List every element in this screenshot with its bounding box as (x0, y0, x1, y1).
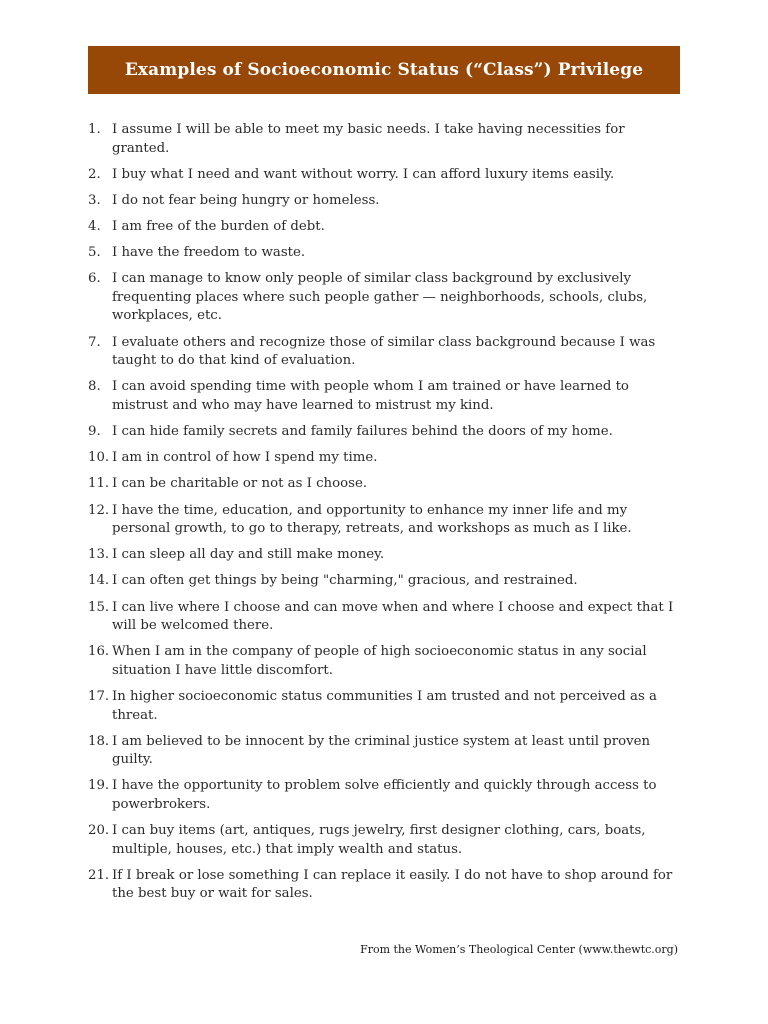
list-item (88, 192, 680, 211)
item-text: I can hide family secrets and family failures behind the doors of my home. (112, 424, 613, 439)
page-title: Examples of Socioeconomic Status (“Class”) Privilege (124, 60, 644, 80)
item-text: I assume I will be able to meet my basic needs. I take having necessities for granted. (112, 122, 625, 156)
item-number: 15. (88, 599, 110, 615)
item-number: 11. (88, 476, 110, 492)
list-item (88, 502, 680, 539)
item-text: I have the freedom to waste. (112, 245, 306, 261)
item-number: 17. (88, 689, 110, 704)
item-text: I evaluate others and recognize those of similar class background because I was taught to do that kind of evaluation. (112, 334, 656, 369)
list-item (88, 449, 680, 468)
item-number: 9. (88, 424, 101, 439)
item-number: 1. (88, 122, 101, 137)
list-item (88, 475, 680, 494)
list-item (88, 599, 680, 636)
item-text: I can often get things by being "charming," gracious, and restrained. (112, 573, 578, 589)
source-credit: From the Women’s Theological Center (www.thewtc.org) (360, 943, 678, 956)
item-text: I can be charitable or not as I choose. (112, 476, 368, 492)
list-item (88, 733, 680, 770)
item-number: 7. (88, 334, 101, 350)
list-item (88, 378, 680, 415)
list-item (88, 822, 680, 859)
item-text: I am free of the burden of debt. (112, 219, 325, 235)
title-banner (88, 46, 680, 94)
list-item (88, 244, 680, 263)
item-number: 6. (88, 271, 101, 287)
item-text: I do not fear being hungry or homeless. (112, 192, 380, 208)
list-item (88, 867, 680, 904)
item-number: 2. (88, 166, 101, 182)
item-number: 3. (88, 192, 101, 208)
item-text: When I am in the company of people of high socioeconomic status in any social situation I have little discomfort. (112, 644, 647, 678)
item-text: I have the opportunity to problem solve efficiently and quickly through access to powerbrokers. (112, 778, 657, 812)
list-item (88, 218, 680, 237)
item-number: 18. (88, 733, 110, 749)
item-number: 21. (88, 867, 110, 883)
item-text: In higher socioeconomic status communities I am trusted and not perceived as a threat. (112, 689, 657, 723)
item-number: 13. (88, 547, 110, 563)
list-item (88, 166, 680, 185)
item-number: 20. (88, 823, 110, 839)
item-number: 16. (88, 644, 110, 660)
item-text: I can buy items (art, antiques, rugs jewelry, first designer clothing, cars, boats, multiple, houses, etc.) that imply wealth and status. (112, 823, 646, 857)
item-text: I am believed to be innocent by the criminal justice system at least until proven guilty. (112, 733, 651, 768)
item-text: I buy what I need and want without worry. I can afford luxury items easily. (112, 166, 615, 182)
list-item (88, 121, 680, 158)
list-item (88, 546, 680, 565)
item-text: I am in control of how I spend my time. (112, 450, 378, 466)
item-text: I can live where I choose and can move when and where I choose and expect that I will be welcomed there. (112, 599, 674, 634)
list-item (88, 423, 680, 442)
list-item (88, 334, 680, 371)
list-item (88, 643, 680, 680)
item-number: 8. (88, 379, 101, 395)
list-item (88, 688, 680, 725)
item-text: I can manage to know only people of similar class background by exclusively frequenting places where such people gather — neighborhoods, schools, clubs, workplaces, etc. (112, 271, 648, 324)
item-number: 4. (88, 219, 101, 235)
item-text: If I break or lose something I can replace it easily. I do not have to shop around for the best buy or wait for sales. (112, 867, 673, 902)
privilege-list (88, 121, 680, 911)
item-text: I can avoid spending time with people whom I am trained or have learned to mistrust and who may have learned to mistrust my kind. (112, 379, 629, 413)
item-number: 10. (88, 450, 110, 466)
list-item (88, 572, 680, 591)
item-number: 5. (88, 245, 101, 261)
list-item (88, 270, 680, 326)
list-item (88, 777, 680, 814)
item-text: I can sleep all day and still make money. (112, 547, 385, 563)
item-text: I have the time, education, and opportunity to enhance my inner life and my personal growth, to go to therapy, retreats, and workshops as much as I like. (112, 502, 632, 537)
item-number: 12. (88, 502, 110, 518)
item-number: 14. (88, 573, 110, 589)
item-number: 19. (88, 778, 110, 794)
